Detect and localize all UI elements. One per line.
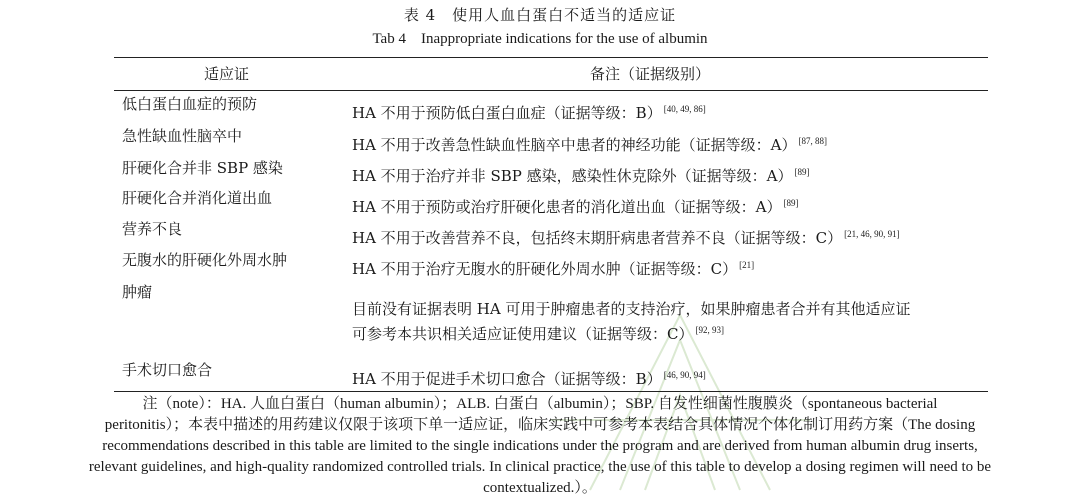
footnote-line: 注（note）：HA. 人血白蛋白（human albumin）；ALB. 白蛋白（albumin）；SBP. 自发性细菌性腹膜炎（spontaneous bacterial — [142, 396, 938, 412]
note-cell — [352, 193, 799, 218]
note-cell — [352, 162, 809, 187]
indication-cell: 肝硬化合并非 SBP 感染 — [122, 159, 283, 177]
indication-cell: 肝硬化合并消化道出血 — [122, 189, 273, 207]
table-caption-cn: 表 4 使用人血白蛋白不适当的适应证 — [403, 6, 677, 24]
reference-marker: [21, 46, 90, 91] — [844, 229, 900, 239]
table-caption-en: Tab 4 Inappropriate indications for the use of albumin — [372, 31, 708, 47]
footnote-line: peritonitis）；本表中描述的用药建议仅限于该项下单一适应证，临床实践中可参考本表结合具体情况个体化制订用药方案（The dosing — [104, 417, 976, 433]
reference-marker: [89] — [783, 198, 799, 208]
indication-cell: 急性缺血性脑卒中 — [122, 127, 243, 145]
reference-marker: [46, 90, 94] — [663, 370, 706, 380]
note-text: HA 不用于预防或治疗肝硬化患者的消化道出血（证据等级：A） — [352, 198, 782, 216]
table-top-rule — [114, 57, 988, 58]
table-bottom-rule — [114, 391, 988, 392]
note-text: HA 不用于治疗无腹水的肝硬化外周水肿（证据等级：C） — [352, 260, 738, 278]
note-text: HA 不用于改善急性缺血性脑卒中患者的神经功能（证据等级：A） — [352, 136, 797, 154]
footnote-line: contextualized.）。 — [483, 480, 597, 496]
note-text: HA 不用于改善营养不良，包括终末期肝病患者营养不良（证据等级：C） — [352, 229, 843, 247]
reference-marker: [87, 88] — [798, 136, 828, 146]
table-header-rule — [114, 90, 988, 91]
reference-marker: [89] — [794, 167, 810, 177]
header-notes: 备注（证据级别） — [590, 65, 711, 83]
footnote-line: relevant guidelines, and high-quality randomized controlled trials. In clinical practice, the use of this table to develop a dosing regimen will need to be — [88, 459, 992, 475]
note-cell — [352, 224, 900, 249]
note-text: HA 不用于促进手术切口愈合（证据等级：B） — [352, 370, 662, 388]
indication-cell: 手术切口愈合 — [122, 361, 213, 379]
indication-cell: 无腹水的肝硬化外周水肿 — [122, 251, 288, 269]
indication-cell: 营养不良 — [122, 220, 183, 238]
note-cell — [352, 365, 706, 390]
reference-marker: [21] — [739, 260, 755, 270]
indication-cell: 肿瘤 — [122, 283, 153, 301]
note-text: 可参考本共识相关适应证使用建议（证据等级：C） — [352, 325, 694, 343]
note-cell — [352, 131, 827, 156]
note-cell — [352, 255, 754, 280]
note-cell — [352, 299, 910, 345]
note-text: HA 不用于治疗并非 SBP 感染，感染性休克除外（证据等级：A） — [352, 167, 793, 185]
footnote-line: recommendations described in this table are limited to the single indications under the program and are derived from human albumin drug inserts, — [102, 438, 978, 454]
indication-cell: 低白蛋白血症的预防 — [122, 95, 258, 113]
note-text: 目前没有证据表明 HA 可用于肿瘤患者的支持治疗，如果肿瘤患者合并有其他适应证 — [352, 300, 911, 318]
reference-marker: [40, 49, 86] — [663, 104, 706, 114]
header-indication: 适应证 — [204, 65, 250, 83]
note-cell — [352, 99, 706, 124]
table-footnote — [8, 394, 1072, 499]
note-text: HA 不用于预防低白蛋白血症（证据等级：B） — [352, 104, 662, 122]
reference-marker: [92, 93] — [695, 325, 724, 335]
